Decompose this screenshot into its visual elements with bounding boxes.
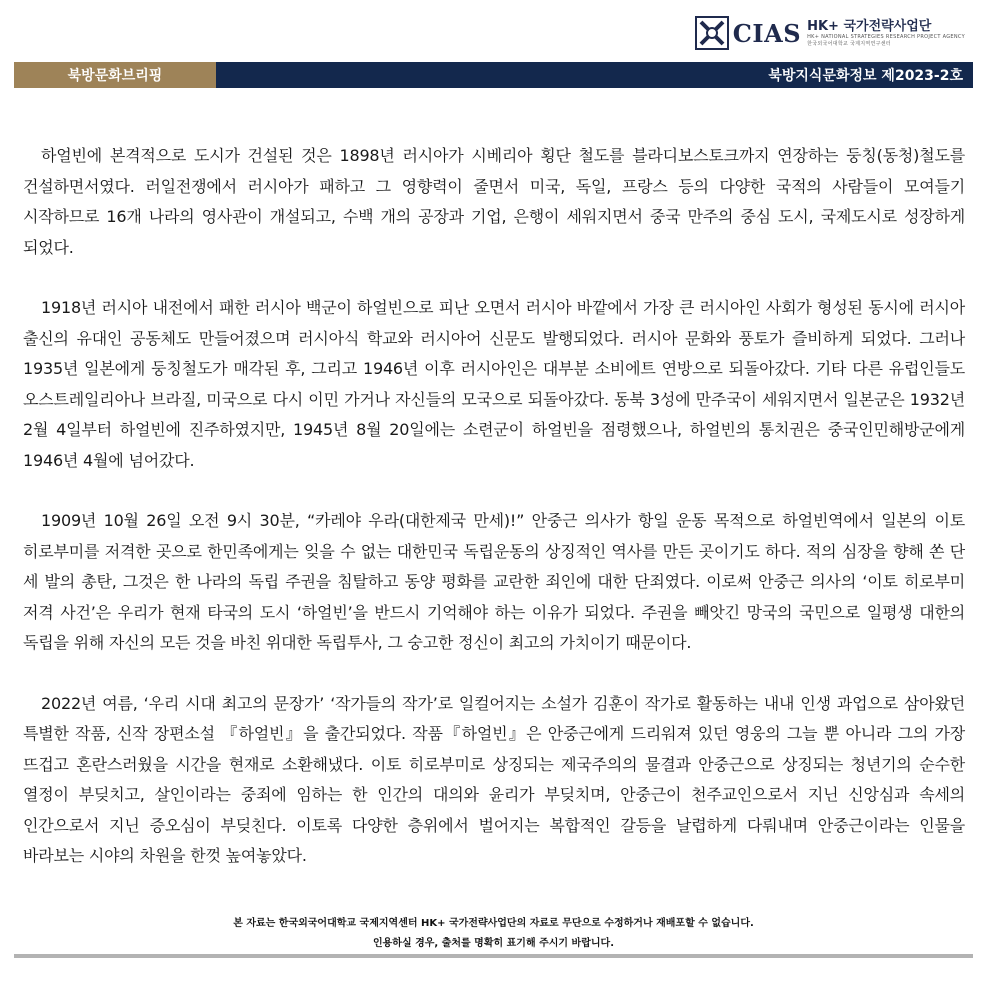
copyright-line-1: 본 자료는 한국외국어대학교 국제지역센터 HK+ 국가전략사업단의 자료로 무단으로 수정하거나 재배포할 수 없습니다. bbox=[233, 918, 754, 929]
footer-divider bbox=[14, 954, 973, 958]
paragraph: 1909년 10월 26일 오전 9시 30분, “카레야 우라(대한제국 만세)!” 안중근 의사가 항일 운동 목적으로 하얼빈역에서 일본의 이토 히로부미를 저격한 곳으로 한민족에게는 잊을 수 없는 대한민국 독립운동의 상징적인 역사를 만든 곳이기도 하다. 적의 심장을 향해 쏜 단 세 발의 총탄, 그것은 한 나라의 독립 주권을 침탈하고 동양 평화를 교란한 죄인에 대한 단죄였다. 이로써 안중근 의사의 ‘이토 히로부미 저격 사건’은 우리가 현재 타국의 도시 ‘하얼빈’을 반드시 기억해야 하는 이유가 되었다. 주권을 빼앗긴 망국의 국민으로 일평생 대한의 독립을 위해 자신의 모든 것을 바친 위대한 독립투사, 그 숭고한 정신이 최고의 가치이기 때문이다. bbox=[23, 511, 965, 652]
cias-emblem-icon bbox=[695, 16, 729, 50]
copyright-line-2: 인용하실 경우, 출처를 명확히 표기해 주시기 바랍니다. bbox=[372, 938, 614, 949]
article-body bbox=[23, 141, 965, 902]
logo-title: HK+ 국가전략사업단 bbox=[807, 18, 932, 34]
paragraph: 1918년 러시아 내전에서 패한 러시아 백군이 하얼빈으로 피난 오면서 러시아 바깥에서 가장 큰 러시아인 사회가 형성된 동시에 러시아 출신의 유대인 공동체도 만들어졌으며 러시아식 학교와 러시아어 신문도 발행되었다. 러시아 문화와 풍토가 즐비하게 되었다. 그러나 1935년 일본에게 둥칭철도가 매각된 후, 그리고 1946년 이후 러시아인은 대부분 소비에트 연방으로 되돌아갔다. 기타 다른 유럽인들도 오스트레일리아나 브라질, 미국으로 다시 이민 가거나 자신들의 모국으로 되돌아갔다. 동북 3성에 만주국이 세워지면서 일본군은 1932년 2월 4일부터 하얼빈에 진주하였지만, 1945년 8월 20일에는 소련군이 하얼빈을 점령했으나, 하얼빈의 통치권은 중국인민해방군에게 1946년 4월에 넘어갔다. bbox=[23, 298, 965, 470]
logo-text-block bbox=[807, 19, 965, 48]
logo-subtitle-en: HK+ NATIONAL STRATEGIES RESEARCH PROJECT AGENCY bbox=[807, 33, 965, 40]
issue-label: 북방지식문화정보 제2023-2호 bbox=[216, 62, 973, 88]
series-label: 북방문화브리핑 bbox=[14, 62, 216, 88]
logo-brand: CIAS bbox=[732, 18, 802, 48]
cias-logo bbox=[695, 14, 965, 52]
paragraph: 하얼빈에 본격적으로 도시가 건설된 것은 1898년 러시아가 시베리아 횡단 철도를 블라디보스토크까지 연장하는 둥칭(동청)철도를 건설하면서였다. 러일전쟁에서 러시아가 패하고 그 영향력이 줄면서 미국, 독일, 프랑스 등의 다양한 국적의 사람들이 모여들기 시작하므로 16개 나라의 영사관이 개설되고, 수백 개의 공장과 기업, 은행이 세워지면서 중국 만주의 중심 도시, 국제도시로 성장하게 되었다. bbox=[23, 146, 965, 257]
logo-subtitle-kr: 한국외국어대학교 국제지역연구센터 bbox=[807, 40, 892, 47]
copyright-notice bbox=[0, 914, 987, 954]
paragraph: 2022년 여름, ‘우리 시대 최고의 문장가’ ‘작가들의 작가’로 일컬어지는 소설가 김훈이 작가로 활동하는 내내 인생 과업으로 삼아왔던 특별한 작품, 신작 장편소설 『하얼빈』을 출간되었다. 작품『하얼빈』은 안중근에게 드리워져 있던 영웅의 그늘 뿐 아니라 그의 가장 뜨겁고 혼란스러웠을 시간을 현재로 소환해냈다. 이토 히로부미로 상징되는 제국주의의 물결과 안중근으로 상징되는 청년기의 순수한 열정이 부딪치고, 살인이라는 중죄에 임하는 한 인간의 대의와 윤리가 부딪치며, 안중근이 천주교인으로서 지닌 신앙심과 속세의 인간으로서 지닌 증오심이 부딪친다. 이토록 다양한 층위에서 벌어지는 복합적인 갈등을 날렵하게 다뤄내며 안중근이라는 인물을 바라보는 시야의 차원을 한껏 높여놓았다. bbox=[23, 693, 965, 865]
header-bar bbox=[14, 62, 973, 88]
